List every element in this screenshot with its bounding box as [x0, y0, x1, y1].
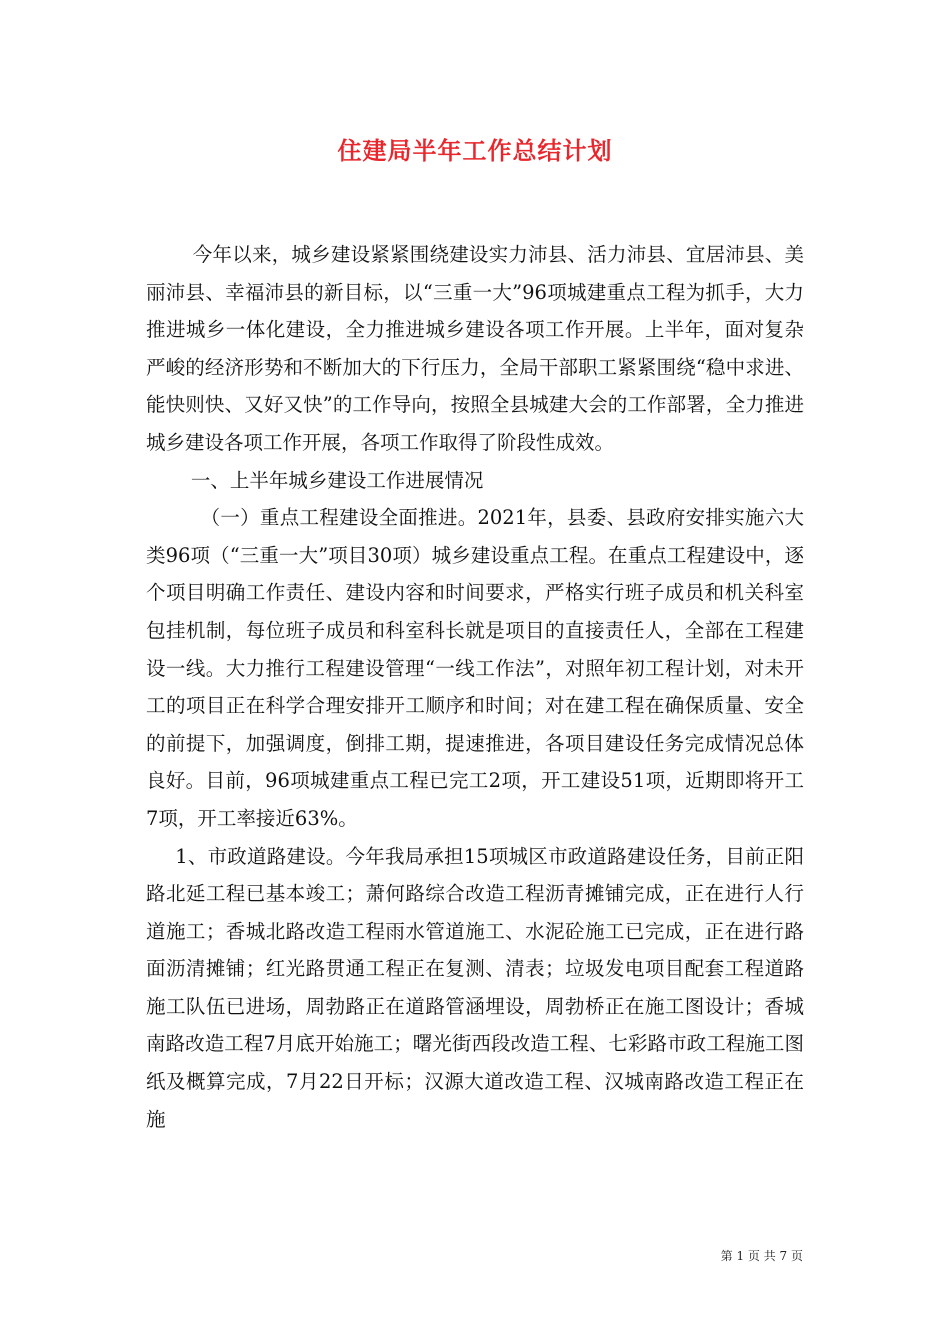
document-body [146, 236, 804, 1138]
paragraph-intro: 今年以来，城乡建设紧紧围绕建设实力沛县、活力沛县、宜居沛县、美丽沛县、幸福沛县的新目标，以“三重一大”96项城建重点工程为抓手，大力推进城乡一体化建设，全力推进城乡建设各项工作开展。上半年，面对复杂严峻的经济形势和不断加大的下行压力，全局干部职工紧紧围绕“稳中求进、能快则快、又好又快”的工作导向，按照全县城建大会的工作部署，全力推进城乡建设各项工作开展，各项工作取得了阶段性成效。 [146, 243, 804, 454]
document-title: 住建局半年工作总结计划 [337, 136, 613, 165]
page-number: 第 1 页 共 7 页 [720, 1249, 803, 1263]
paragraph-key-projects: （一）重点工程建设全面推进。2021年，县委、县政府安排实施六大类96项（“三重一大”项目30项）城乡建设重点工程。在重点工程建设中，逐个项目明确工作责任、建设内容和时间要求，严格实行班子成员和机关科室包挂机制，每位班子成员和科室科长就是项目的直接责任人，全部在工程建设一线。大力推行工程建设管理“一线工作法”，对照年初工程计划，对未开工的项目正在科学合理安排开工顺序和时间；对在建工程在确保质量、安全的前提下，加强调度，倒排工期，提速推进，各项目建设任务完成情况总体良好。目前，96项城建重点工程已完工2项，开工建设51项，近期即将开工7项，开工率接近63%。 [146, 506, 804, 830]
paragraph-road-construction: 1、市政道路建设。今年我局承担15项城区市政道路建设任务，目前正阳路北延工程已基本竣工；萧何路综合改造工程沥青摊铺完成，正在进行人行道施工；香城北路改造工程雨水管道施工、水泥砼施工已完成，正在进行路面沥清摊铺；红光路贯通工程正在复测、清表；垃圾发电项目配套工程道路施工队伍已进场，周勃路正在道路管涵埋设，周勃桥正在施工图设计；香城南路改造工程7月底开始施工；曙光街西段改造工程、七彩路市政工程施工图纸及概算完成，7月22日开标；汉源大道改造工程、汉城南路改造工程正在施 [146, 844, 804, 1131]
section-heading: 一、上半年城乡建设工作进展情况 [190, 468, 484, 492]
